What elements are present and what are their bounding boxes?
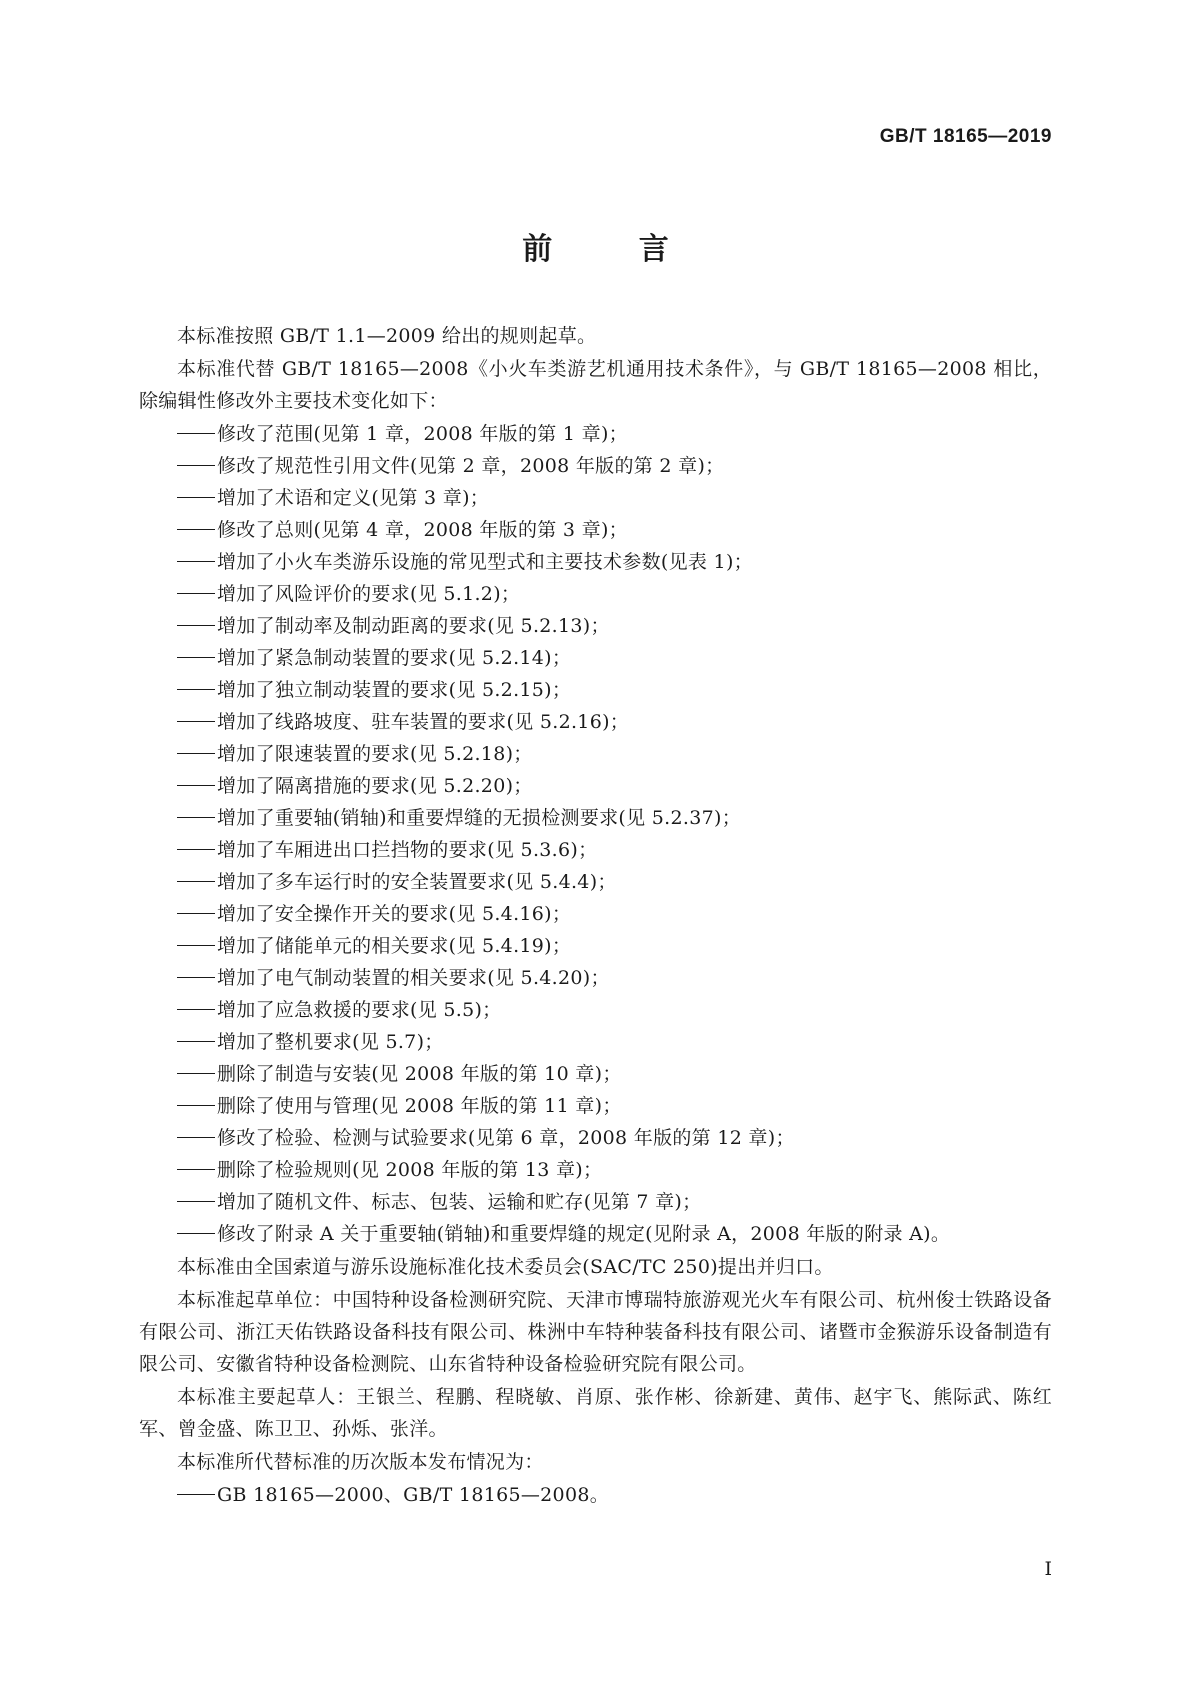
- drafting-units-paragraph: 本标准起草单位：中国特种设备检测研究院、天津市博瑞特旅游观光火车有限公司、杭州俊士铁路设备有限公司、浙江天佑铁路设备科技有限公司、株洲中车特种装备科技有限公司、诸暨市金猴游乐设备制造有限公司、安徽省特种设备检测院、山东省特种设备检验研究院有限公司。: [139, 1289, 1052, 1375]
- em-dash-marker: [177, 689, 215, 690]
- change-item-text: 增加了独立制动装置的要求(见 5.2.15)；: [217, 679, 572, 701]
- em-dash-marker: [177, 657, 215, 658]
- change-item-text: 增加了隔离措施的要求(见 5.2.20)；: [217, 775, 533, 797]
- history-item: [139, 1479, 1052, 1511]
- drafters-paragraph: 本标准主要起草人：王银兰、程鹏、程晓敏、肖原、张作彬、徐新建、黄伟、赵宇飞、熊际武、陈红军、曾金盛、陈卫卫、孙烁、张洋。: [139, 1386, 1052, 1440]
- change-item-text: 增加了紧急制动装置的要求(见 5.2.14)；: [217, 647, 572, 669]
- proposer-paragraph: 本标准由全国索道与游乐设施标准化技术委员会(SAC/TC 250)提出并归口。: [177, 1256, 834, 1278]
- change-item: [139, 1058, 1052, 1090]
- change-item: [139, 1218, 1052, 1250]
- change-item-text: 增加了术语和定义(见第 3 章)；: [217, 487, 490, 509]
- em-dash-marker: [177, 721, 215, 722]
- change-item: [139, 450, 1052, 482]
- changes-list: [139, 418, 1052, 1250]
- change-item-text: 删除了制造与安装(见 2008 年版的第 10 章)；: [217, 1063, 622, 1085]
- change-item: [139, 866, 1052, 898]
- em-dash-marker: [177, 561, 215, 562]
- page-number: I: [1044, 1558, 1052, 1580]
- change-item-text: 增加了制动率及制动距离的要求(见 5.2.13)；: [217, 615, 610, 637]
- change-item: [139, 514, 1052, 546]
- change-item-text: 增加了线路坡度、驻车装置的要求(见 5.2.16)；: [217, 711, 630, 733]
- change-item-text: 增加了整机要求(见 5.7)；: [217, 1031, 444, 1053]
- change-item: [139, 1090, 1052, 1122]
- em-dash-marker: [177, 1169, 215, 1170]
- change-item: [139, 898, 1052, 930]
- change-item: [139, 962, 1052, 994]
- change-item-text: 删除了使用与管理(见 2008 年版的第 11 章)；: [217, 1095, 622, 1117]
- em-dash-marker: [177, 913, 215, 914]
- em-dash-marker: [177, 1105, 215, 1106]
- em-dash-marker: [177, 977, 215, 978]
- change-item-text: 修改了范围(见第 1 章，2008 年版的第 1 章)；: [217, 423, 628, 445]
- change-item: [139, 674, 1052, 706]
- change-item: [139, 930, 1052, 962]
- page-title: 前 言: [522, 232, 707, 267]
- change-item: [139, 642, 1052, 674]
- change-item: [139, 834, 1052, 866]
- change-item: [139, 482, 1052, 514]
- change-item-text: 增加了风险评价的要求(见 5.1.2)；: [217, 583, 521, 605]
- em-dash-marker: [177, 625, 215, 626]
- em-dash-marker: [177, 785, 215, 786]
- change-item: [139, 578, 1052, 610]
- change-item-text: 增加了应急救援的要求(见 5.5)；: [217, 999, 502, 1021]
- change-item: [139, 994, 1052, 1026]
- em-dash-marker: [177, 817, 215, 818]
- change-item-text: 增加了随机文件、标志、包装、运输和贮存(见第 7 章)；: [217, 1191, 702, 1213]
- history-list: [139, 1479, 1052, 1511]
- change-item-text: 增加了安全操作开关的要求(见 5.4.16)；: [217, 903, 572, 925]
- change-item: [139, 706, 1052, 738]
- em-dash-marker: [177, 465, 215, 466]
- em-dash-marker: [177, 1494, 215, 1495]
- standard-code: GB/T 18165—2019: [879, 126, 1052, 147]
- change-item: [139, 770, 1052, 802]
- em-dash-marker: [177, 1137, 215, 1138]
- em-dash-marker: [177, 1041, 215, 1042]
- change-item-text: 删除了检验规则(见 2008 年版的第 13 章)；: [217, 1159, 603, 1181]
- change-item-text: 增加了多车运行时的安全装置要求(见 5.4.4)；: [217, 871, 617, 893]
- em-dash-marker: [177, 497, 215, 498]
- em-dash-marker: [177, 881, 215, 882]
- em-dash-marker: [177, 1009, 215, 1010]
- change-item-text: 增加了重要轴(销轴)和重要焊缝的无损检测要求(见 5.2.37)；: [217, 807, 742, 829]
- change-item-text: 增加了限速装置的要求(见 5.2.18)；: [217, 743, 533, 765]
- em-dash-marker: [177, 1233, 215, 1234]
- change-item: [139, 418, 1052, 450]
- em-dash-marker: [177, 529, 215, 530]
- change-item-text: 增加了车厢进出口拦挡物的要求(见 5.3.6)；: [217, 839, 598, 861]
- change-item-text: 修改了总则(见第 4 章，2008 年版的第 3 章)；: [217, 519, 628, 541]
- change-item: [139, 610, 1052, 642]
- change-item-text: 增加了小火车类游乐设施的常见型式和主要技术参数(见表 1)；: [217, 551, 753, 573]
- em-dash-marker: [177, 849, 215, 850]
- change-item-text: 修改了附录 A 关于重要轴(销轴)和重要焊缝的规定(见附录 A，2008 年版的附录 A)。: [217, 1223, 951, 1245]
- replacement-paragraph: 本标准代替 GB/T 18165—2008《小火车类游艺机通用技术条件》，与 GB/T 18165—2008 相比，除编辑性修改外主要技术变化如下：: [139, 358, 1052, 412]
- change-item: [139, 802, 1052, 834]
- em-dash-marker: [177, 1201, 215, 1202]
- change-item: [139, 738, 1052, 770]
- change-item-text: 增加了储能单元的相关要求(见 5.4.19)；: [217, 935, 572, 957]
- em-dash-marker: [177, 433, 215, 434]
- change-item: [139, 1186, 1052, 1218]
- em-dash-marker: [177, 753, 215, 754]
- change-item: [139, 1122, 1052, 1154]
- em-dash-marker: [177, 593, 215, 594]
- foreword-body: [139, 320, 1052, 1512]
- history-intro-paragraph: 本标准所代替标准的历次版本发布情况为：: [177, 1451, 544, 1473]
- change-item: [139, 1026, 1052, 1058]
- change-item: [139, 546, 1052, 578]
- em-dash-marker: [177, 945, 215, 946]
- change-item-text: 修改了检验、检测与试验要求(见第 6 章，2008 年版的第 12 章)；: [217, 1127, 795, 1149]
- drafting-rule-paragraph: 本标准按照 GB/T 1.1—2009 给出的规则起草。: [177, 325, 597, 347]
- change-item: [139, 1154, 1052, 1186]
- change-item-text: 修改了规范性引用文件(见第 2 章，2008 年版的第 2 章)；: [217, 455, 725, 477]
- em-dash-marker: [177, 1073, 215, 1074]
- change-item-text: 增加了电气制动装置的相关要求(见 5.4.20)；: [217, 967, 610, 989]
- history-item-text: GB 18165—2000、GB/T 18165—2008。: [217, 1484, 610, 1506]
